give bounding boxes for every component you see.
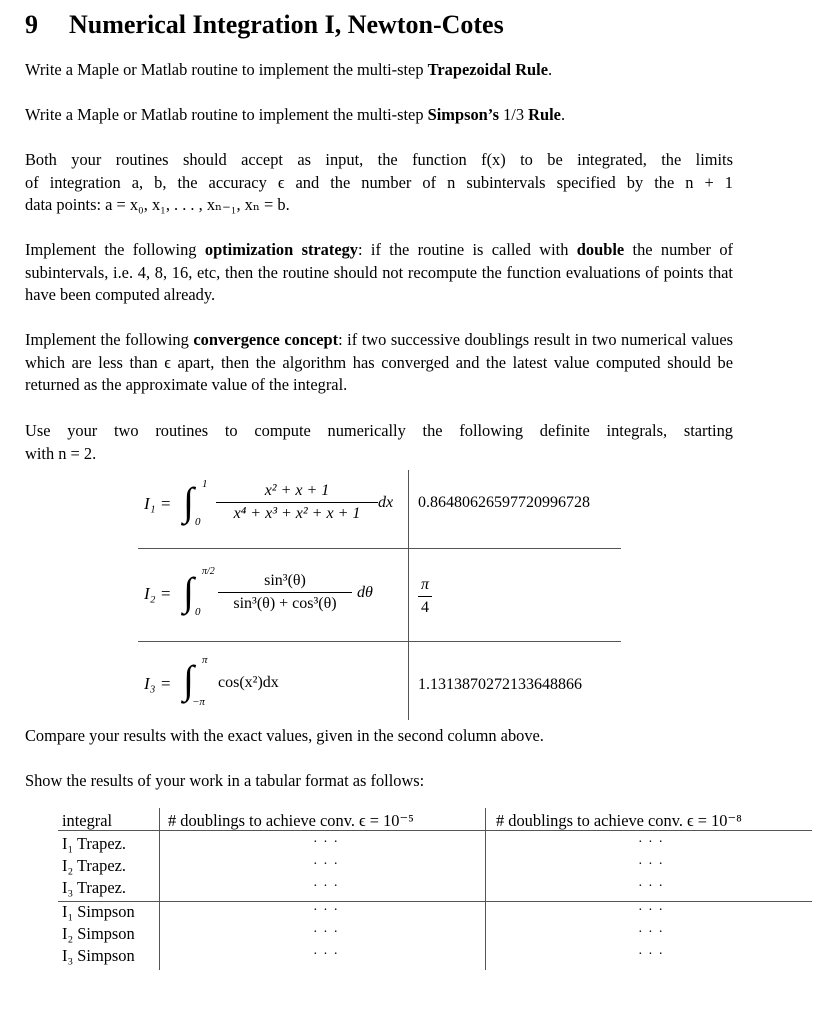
fraction-bar [216,502,378,503]
para5-text: Implement the following [25,330,194,349]
results-header-eps8: # doublings to achieve conv. ϵ = 10⁻⁸ [496,811,742,830]
integral-1-fraction [216,482,378,523]
integral-2-exact-fraction [418,576,432,617]
results-header-eps5: # doublings to achieve conv. ϵ = 10⁻⁵ [168,811,414,830]
results-cell-eps8: · · · [638,857,664,872]
results-cell-eps8: · · · [638,903,664,918]
results-cell-eps8: · · · [638,835,664,850]
results-cell-eps5: · · · [313,857,339,872]
results-cell-eps5: · · · [313,835,339,850]
integral-2-denominator: sin³(θ) + cos³(θ) [233,595,337,612]
para3-line2: of integration a, b, the accuracy ϵ and the number of n subintervals specified by the n + 1 [25,172,733,192]
results-group-rule [58,901,812,902]
section-title-text: Numerical Integration I, Newton-Cotes [69,10,504,39]
integral-1-upper: 1 [202,478,208,490]
results-row-label: I₃ Simpson [62,946,135,965]
integral-1-numerator: x² + x + 1 [264,482,330,499]
results-cell-eps5: · · · [313,925,339,940]
para2-bold: Simpson’s [427,105,499,124]
para6-line1: Use your two routines to compute numerically the following definite integrals, starting [25,421,733,440]
paragraph-convergence [25,329,733,397]
paragraph-use-routines [25,420,733,465]
integral-2-lower: 0 [195,606,201,618]
para4-bold2: double [576,240,625,259]
integral-1-exact: 0.86480626597720996728 [418,494,590,511]
results-cell-eps5: · · · [313,947,339,962]
integral-2-diff: dθ [357,584,373,601]
integral-2-exact [418,576,432,617]
integral-1-denominator: x⁴ + x³ + x² + x + 1 [233,505,361,522]
para4-rest: the number of subintervals, i.e. 4, 8, 16, etc, then the routine should not recompute the function evaluations of points that have been computed already. [25,240,734,304]
results-col-divider-2 [485,808,486,970]
integral-1-expression [138,478,403,548]
para1-after: . [548,60,553,79]
results-cell-eps5: · · · [313,879,339,894]
results-row-label: I₁ Trapez. [62,834,126,853]
para2-bold2: Rule [528,105,561,124]
integral-2-lhs: I₂ = [144,584,172,603]
results-cell-eps8: · · · [638,925,664,940]
integrals-row-rule-2 [138,641,621,642]
integrals-table-divider [408,470,409,720]
paragraph-trapezoidal [25,59,733,82]
integral-3-exact: 1.1313870272133648866 [418,676,582,693]
integral-2-numerator: sin³(θ) [264,572,306,589]
results-cell-eps8: · · · [638,879,664,894]
para1-bold: Trapezoidal Rule [427,60,548,79]
para1-text: Write a Maple or Matlab routine to implement the multi-step [25,60,428,79]
integrals-table [138,470,621,708]
para4-bold: optimization strategy [204,240,358,259]
integral-1-lhs: I₁ = [144,494,172,513]
results-cell-eps5: · · · [313,903,339,918]
para5-bold: convergence concept [193,330,339,349]
integral-2-expression [138,568,403,638]
integral-3-lower: −π [192,696,205,708]
para2-mid: 1/3 [499,105,529,124]
results-header-integral: integral [62,811,113,830]
para4-text: Implement the following [25,240,205,259]
integral-2-exact-num: π [420,576,429,593]
para5-rest: : if two successive doublings result in two numerical values which are less than ϵ apart, then the algorithm has converged and the latest value computed should be returned as the approximate value of the integral. [25,330,733,394]
integral-sign: ∫ [183,479,194,524]
paragraph-show-results: Show the results of your work in a tabular format as follows: [25,771,425,790]
para6-line2: with n = 2. [25,443,97,463]
results-row-label: I₃ Trapez. [62,878,126,897]
integral-3-upper: π [202,654,208,666]
integral-3-integrand: cos(x²)dx [218,674,279,691]
paragraph-inputs [25,149,733,217]
paragraph-compare: Compare your results with the exact values, given in the second column above. [25,726,544,745]
integral-sign: ∫ [183,569,194,614]
integral-2-upper: π/2 [202,566,215,577]
para3-line1: Both your routines should accept as input, the function f(x) to be integrated, the limits [25,150,733,169]
results-row-label: I₂ Trapez. [62,856,126,875]
section-number: 9 [25,10,38,39]
paragraph-optimization [25,239,733,307]
section-title [25,10,504,40]
results-cell-eps8: · · · [638,947,664,962]
paragraph-simpson [25,104,733,127]
para2-after: . [560,105,566,124]
para2-text: Write a Maple or Matlab routine to implement the multi-step [25,105,428,124]
results-col-divider-1 [159,808,160,970]
fraction-bar [218,592,352,593]
integral-3-expression [138,652,403,722]
para4-mid: : if the routine is called with [358,240,577,259]
integral-2-fraction [218,572,352,613]
results-row-label: I₁ Simpson [62,902,135,921]
para3-line3: data points: a = x₀, x₁, . . . , xₙ₋₁, xₙ = b. [25,195,290,214]
integrals-row-rule-1 [138,548,621,549]
integral-3-lhs: I₃ = [144,674,172,693]
fraction-bar [418,596,432,597]
integral-1-lower: 0 [195,516,201,528]
results-row-label: I₂ Simpson [62,924,135,943]
integral-2-exact-den: 4 [421,599,429,616]
integral-1-diff: dx [378,494,394,511]
integral-sign: ∫ [183,657,194,702]
